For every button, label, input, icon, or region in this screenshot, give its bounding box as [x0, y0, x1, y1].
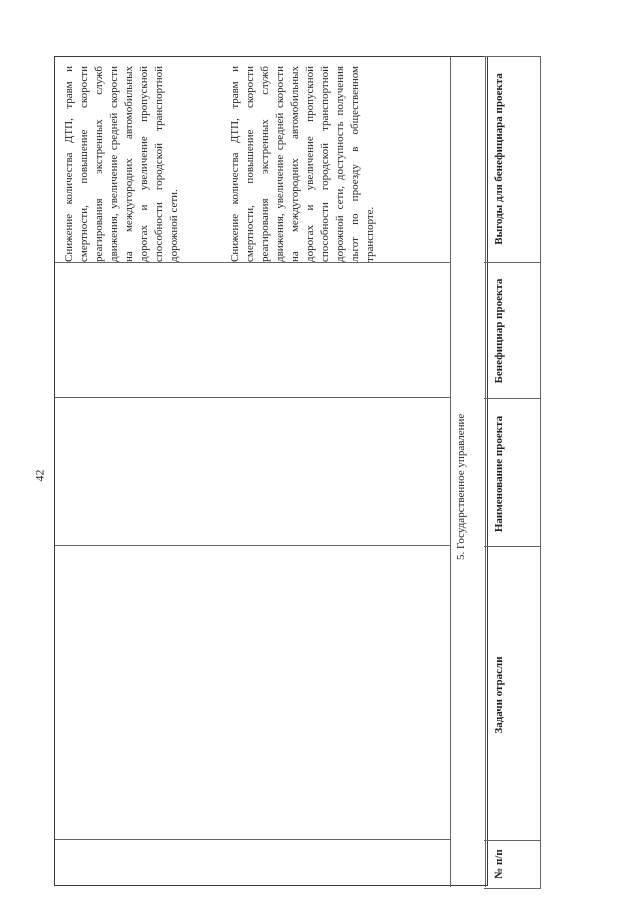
- header-project-name: Наименование проекта: [493, 415, 505, 533]
- divider-header: [485, 57, 486, 887]
- divider-section: [450, 57, 451, 887]
- col-divider-beneficiary: [55, 397, 450, 398]
- header-number: № п/п: [493, 849, 505, 879]
- content-cell-2: Снижение количества ДТП, травм и смертности, повышение скорости реагирования экстренных служб движения, увеличение средней скорости на междугородних автомобильных дорогах и увеличение пропускной способности городской транспортной дорожной сети, доступность получения льгот по проезду в общественном транспорте.: [229, 66, 376, 262]
- section-title: 5. Государственное управление: [455, 413, 467, 560]
- header-benefits: Выгоды для бенефициара проекта: [493, 73, 505, 245]
- header-bottom: [484, 888, 540, 889]
- header-right: [540, 56, 541, 889]
- col-divider-name: [55, 545, 450, 546]
- page-number: 42: [32, 469, 47, 482]
- col-divider-tasks: [55, 839, 450, 840]
- header-divider-1: [484, 262, 540, 263]
- header-divider-2: [484, 398, 540, 399]
- header-divider-3: [484, 546, 540, 547]
- header-tasks: Задачи отрасли: [493, 656, 505, 734]
- header-beneficiary: Бенефициар проекта: [493, 278, 505, 384]
- content-cell-1: Снижение количества ДТП, травм и смертности, повышение скорости реагирования экстренных служб движения, увеличение средней скорости на междугородних автомобильных дорогах и увеличение пропускной способности городской транспортной дорожной сети.: [63, 66, 180, 262]
- col-divider-benefits: [55, 262, 450, 263]
